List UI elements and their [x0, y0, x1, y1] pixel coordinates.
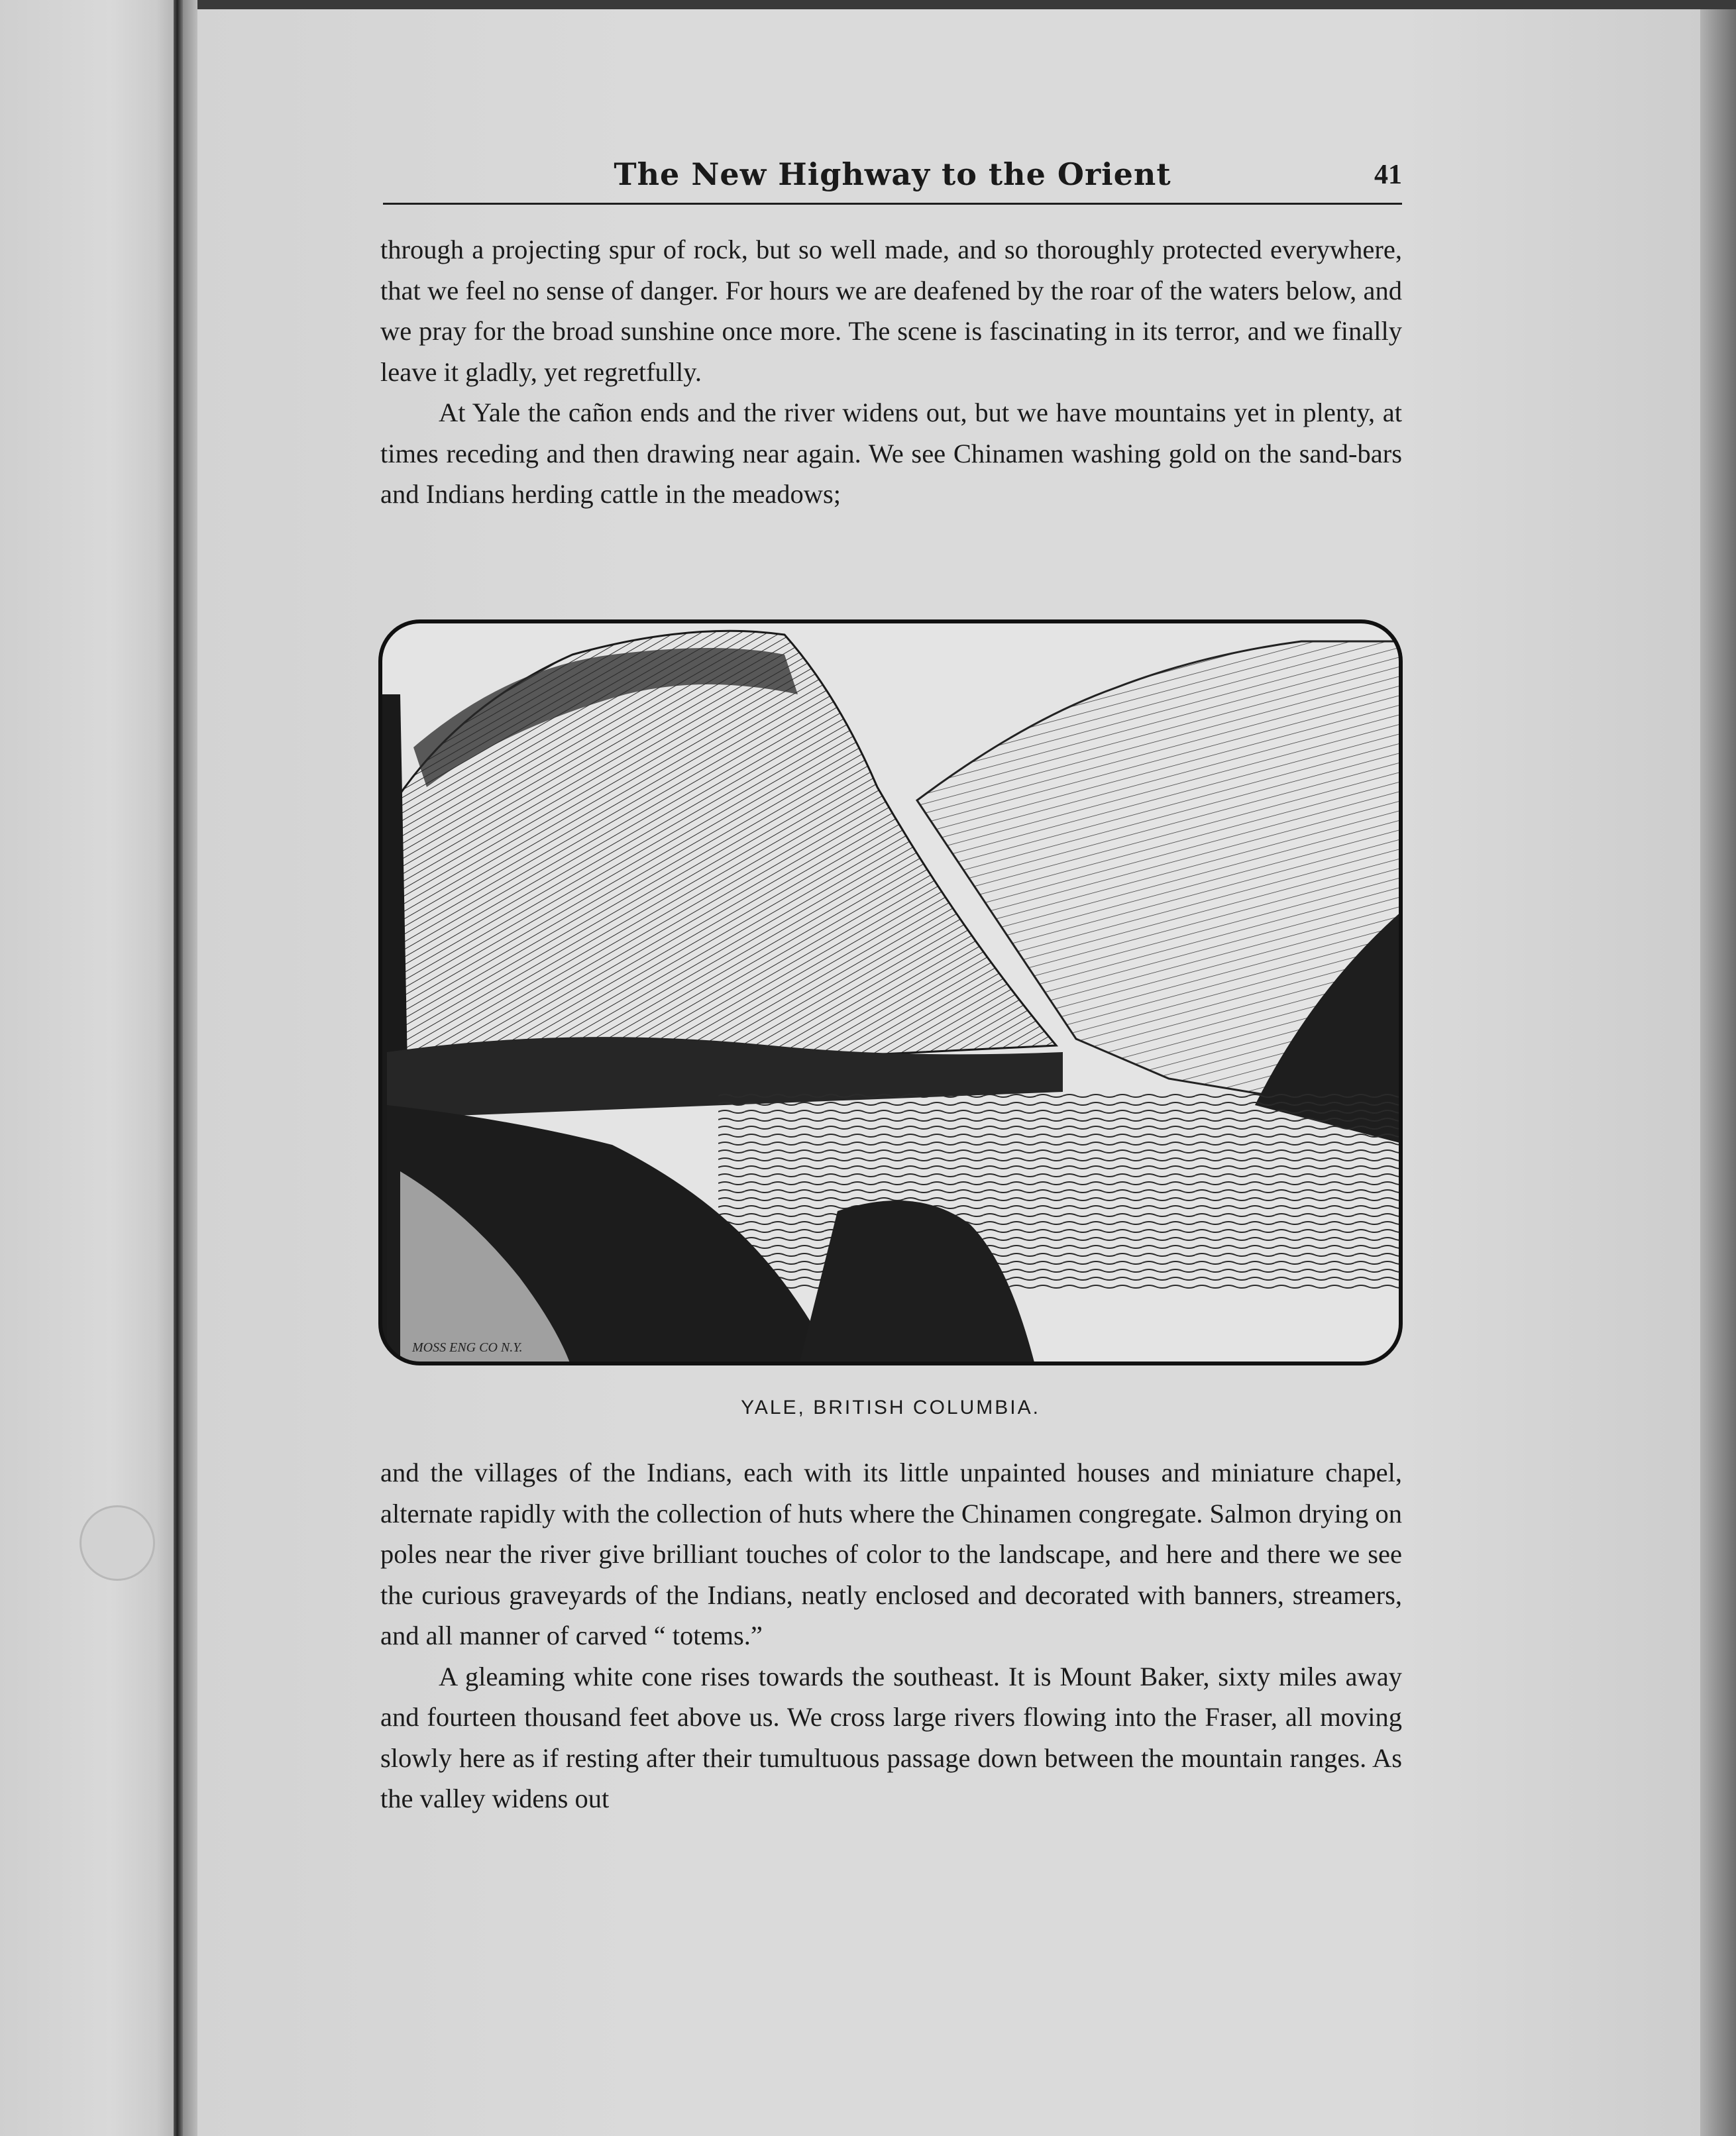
facing-page-edge — [0, 0, 184, 2136]
running-title: The New Highway to the Orient — [614, 156, 1171, 192]
binding-fold — [174, 0, 183, 2136]
binding-hole — [80, 1505, 155, 1581]
paragraph: through a projecting spur of rock, but so well made, and so thoroughly protected everywhere, that we feel no sense of danger. For hours we are deafened by the roar of the waters below, and we pray for the broad sunshine once more. The scene is fascinating in its terror, and we finally leave it gladly, yet regretfully. — [380, 235, 1402, 387]
body-text-top — [380, 229, 1402, 515]
page-top-edge — [197, 0, 1736, 9]
page-right-edge — [1700, 0, 1736, 2136]
engraving-figure — [374, 615, 1407, 1370]
header-rule — [383, 203, 1402, 205]
paragraph: and the villages of the Indians, each with its little unpainted houses and miniature chapel, alternate rapidly with the collection of huts where the Chinamen congregate. Salmon drying on poles near the river give brilliant touches of color to the landscape, and here and there we see the curious graveyards of the Indians, neatly enclosed and decorated with banners, streamers, and all manner of carved “ totems.” — [380, 1458, 1402, 1650]
page-header — [383, 156, 1402, 209]
paragraph: At Yale the cañon ends and the river widens out, but we have mountains yet in plenty, at times receding and then drawing near again. We see Chinamen washing gold on the sand-bars and Indians herding cattle in the meadows; — [380, 398, 1402, 509]
engraver-signature: MOSS ENG CO N.Y. — [412, 1340, 523, 1355]
page-gutter — [183, 0, 197, 2136]
body-text-bottom — [380, 1452, 1402, 1819]
page-number: 41 — [1374, 160, 1402, 190]
engraving-illustration — [374, 615, 1407, 1370]
paragraph: A gleaming white cone rises towards the southeast. It is Mount Baker, sixty miles away and fourteen thousand feet above us. We cross large rivers flowing into the Fraser, all moving slowly here as if resting after their tumultuous passage down between the mountain ranges. As the valley widens out — [380, 1661, 1402, 1813]
figure-caption: YALE, BRITISH COLUMBIA. — [741, 1397, 1040, 1418]
river-water — [718, 1092, 1407, 1291]
